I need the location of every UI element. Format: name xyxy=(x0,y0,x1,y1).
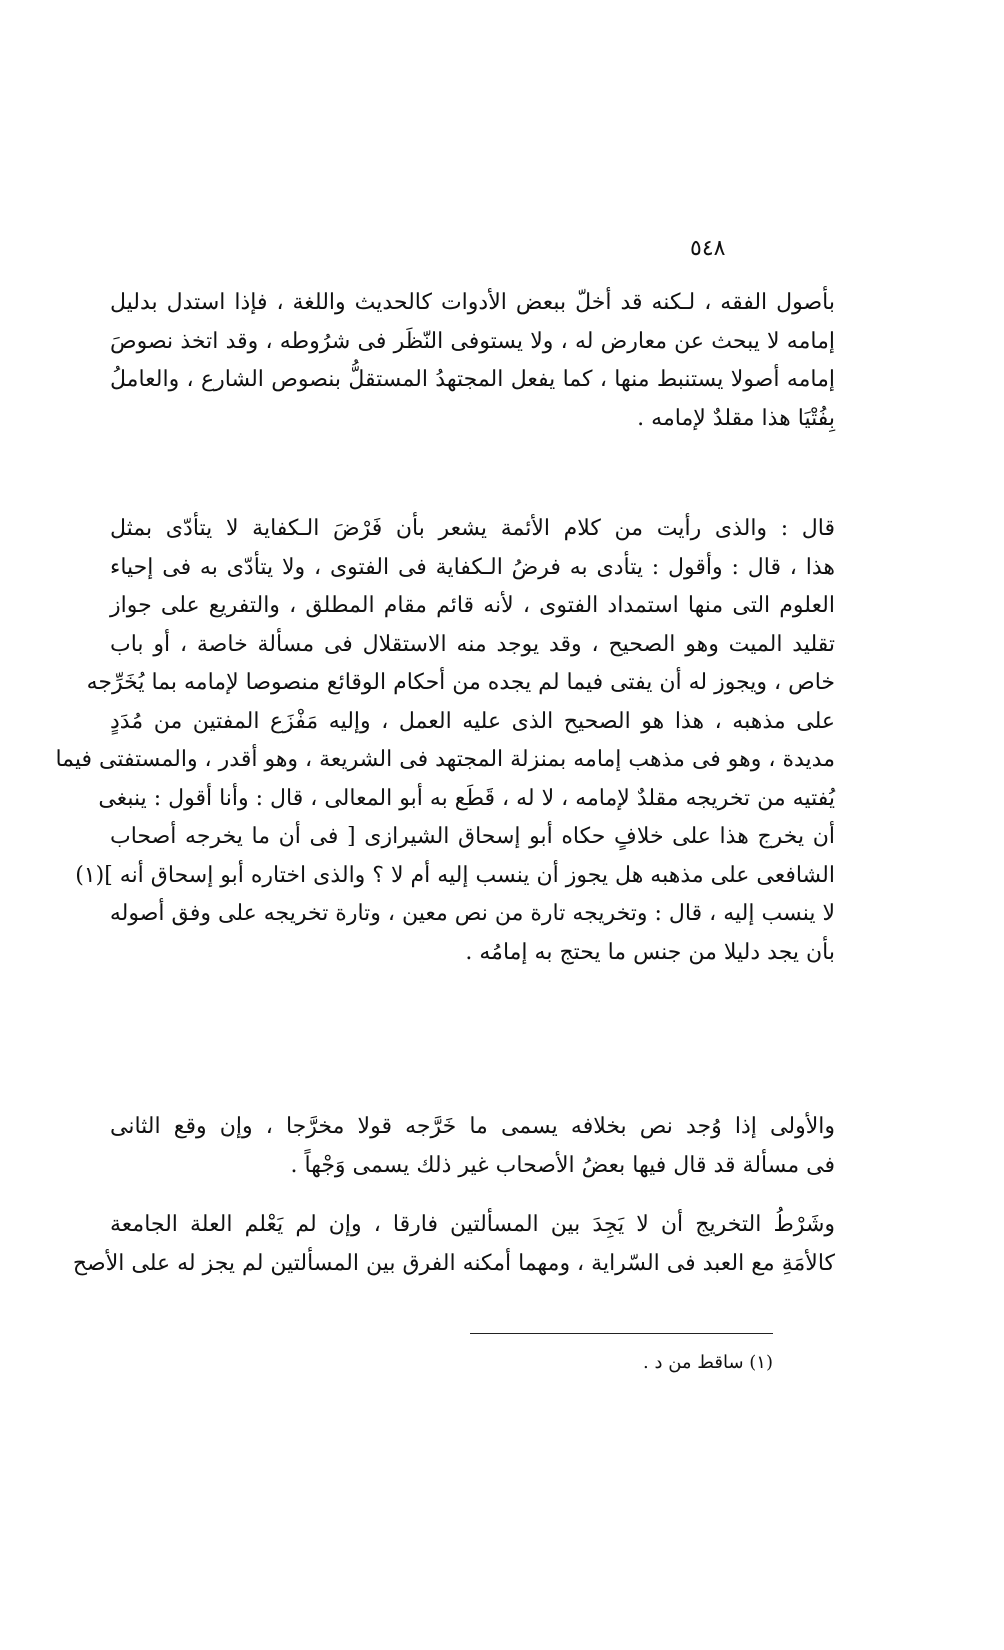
text-line: بأن يجد دليلا من جنس ما يحتج به إمامُه . xyxy=(465,939,835,965)
text-line: فى مسألة قد قال فيها بعضُ الأصحاب غير ذلك يسمى وَجْهاً . xyxy=(290,1152,835,1178)
text-line: خاص ، ويجوز له أن يفتى فيما لم يجده من أحكام الوقائع منصوصا لإمامه بما يُخَرِّجه xyxy=(86,670,835,695)
paragraph-3 xyxy=(110,1108,835,1185)
text-line: الشافعى على مذهبه هل يجوز أن ينسب إليه أم لا ؟ والذى اختاره أبو إسحاق أنه ](١) xyxy=(75,862,835,888)
text-line: على مذهبه ، هذا هو الصحيح الذى عليه العمل ، وإليه مَفْزَع المفتين من مُدَدٍ xyxy=(110,708,835,734)
text-line: وشَرْطُ التخريج أن لا يَجِدَ بين المسألتين فارقا ، وإن لم يَعْلم العلة الجامعة xyxy=(110,1212,835,1237)
footnote: (١) ساقط من د . xyxy=(643,1352,773,1373)
text-line: يُفتيه من تخريجه مقلدٌ لإمامه ، لا له ، قَطَع به أبو المعالى ، قال : وأنا أقول : ينبغى xyxy=(98,785,835,811)
text-line: تقليد الميت وهو الصحيح ، وقد يوجد منه الاستقلال فى مسألة خاصة ، أو باب xyxy=(110,631,835,657)
text-line: قال : والذى رأيت من كلام الأئمة يشعر بأن فَرْضَ الـكفاية لا يتأدّى بمثل xyxy=(110,516,835,541)
text-line: بِفُتْيَا هذا مقلدٌ لإمامه . xyxy=(637,405,835,431)
page-number: ٥٤٨ xyxy=(690,236,726,261)
paragraph-2 xyxy=(55,510,835,972)
text-line: مديدة ، وهو فى مذهب إمامه بمنزلة المجتهد فى الشريعة ، وهو أقدر ، والمستفتى فيما xyxy=(55,747,835,772)
paragraph-1 xyxy=(110,284,835,438)
text-line: كالأمَةِ مع العبد فى السّراية ، ومهما أمكنه الفرق بين المسألتين لم يجز له على الأصح xyxy=(72,1250,835,1276)
text-line: إمامه أصولا يستنبط منها ، كما يفعل المجتهدُ المستقلُّ بنصوص الشارع ، والعاملُ xyxy=(110,367,835,392)
footnote-divider xyxy=(470,1333,773,1334)
text-line: العلوم التى منها استمداد الفتوى ، لأنه قائم مقام المطلق ، والتفريع على جواز xyxy=(110,593,835,618)
text-line: إمامه لا يبحث عن معارض له ، ولا يستوفى النّظَر فى شرُوطه ، وقد اتخذ نصوصَ xyxy=(110,328,835,354)
text-line: لا ينسب إليه ، قال : وتخريجه تارة من نص معين ، وتارة تخريجه على وفق أصوله xyxy=(109,901,835,926)
paragraph-4 xyxy=(72,1206,835,1283)
text-line: والأولى إذا وُجد نص بخلافه يسمى ما خَرَّجه قولا مخرَّجا ، وإن وقع الثانى xyxy=(110,1114,835,1139)
text-line: بأصول الفقه ، لـكنه قد أخلّ ببعض الأدوات كالحديث واللغة ، فإذا استدل بدليل xyxy=(110,290,835,315)
text-line: أن يخرج هذا على خلافٍ حكاه أبو إسحاق الشيرازى [ فى أن ما يخرجه أصحاب xyxy=(110,824,835,849)
text-line: هذا ، قال : وأقول : يتأدى به فرضُ الـكفاية فى الفتوى ، ولا يتأدّى به فى إحياء xyxy=(110,554,835,580)
